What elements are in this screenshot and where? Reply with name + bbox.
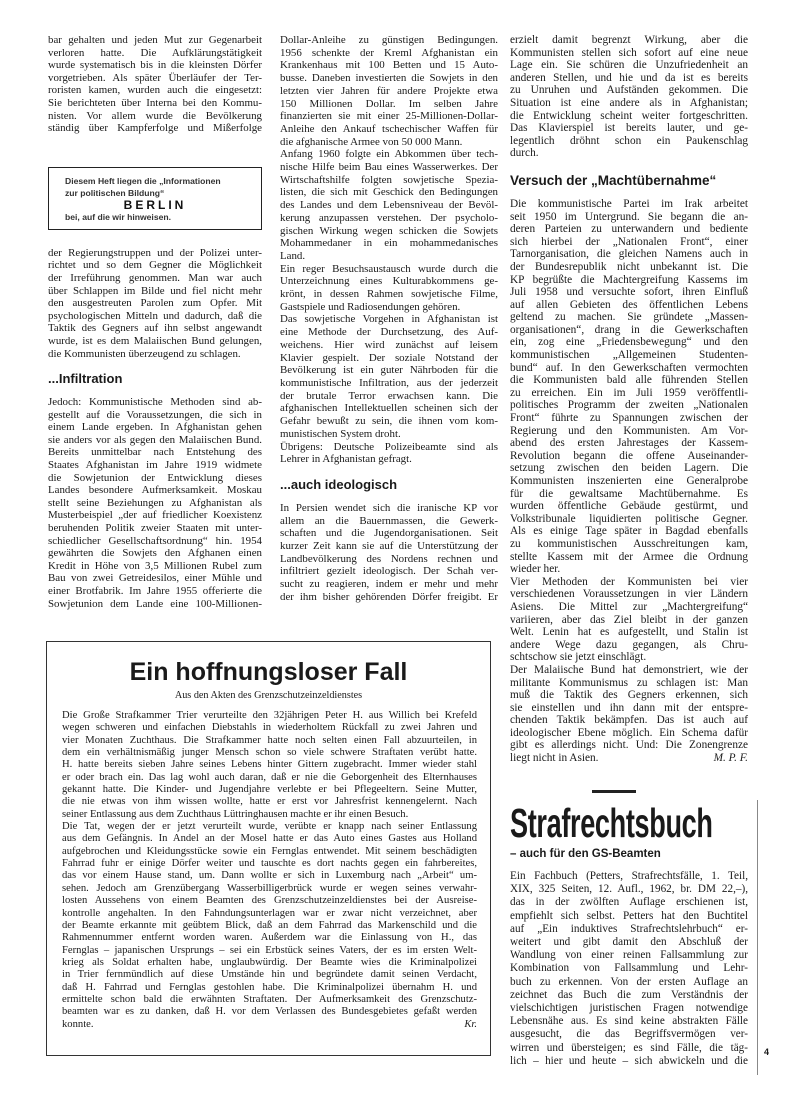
text-line: H. hatte bereits sieben Jahre seines Lebens hinter Gittern zugebracht. Immer wieder stahl (62, 759, 477, 771)
text-line: auf allen Gebieten des öffentlichen Lebens (510, 298, 748, 311)
article-body (510, 870, 748, 1068)
page-number: 4 (764, 1047, 770, 1057)
paragraph (510, 198, 748, 576)
text-line: roristen kamen, wurden auch die eingesetzt: (48, 84, 262, 97)
text-line: wurde systematisch bis in die kleinsten Dörfer (48, 59, 262, 72)
text-line: Die Große Strafkammer Trier verurteilte den 32jährigen Peter H. aus Willich bei Krefeld (62, 710, 477, 721)
supplement-notice-box (48, 167, 262, 230)
text-line: Anleihe den Ankauf tschechischer Waffen für (280, 122, 498, 135)
text-line: andere Wege dazu gegangen, als Chru- (510, 638, 748, 651)
text-line: dem ein verhältnismäßig junger Mensch schon so viele schwere Straftaten verübt hatte. (62, 747, 477, 759)
text-line: durch. (510, 147, 539, 160)
text-line: der Beamte erkannte mit geübtem Blick, daß an dem Fahrrad das Markenschild und die (62, 919, 477, 931)
text-line: anderen Stellen, und hie und da ist es bereits (510, 71, 748, 84)
text-line: vier Monaten Zuchthaus. Die Strafkammer hatte noch selten einen Fall abzuurteilen, in (62, 734, 477, 746)
text-line: In Persien wendet sich die iranische KP vor (280, 501, 498, 514)
text-line: der Regierungstruppen und der Polizei unter- (48, 246, 262, 259)
text-line: allem an die Bauernmassen, die Gewerk- (280, 514, 498, 527)
text-line: Landes besondere Aufmerksamkeit. Moskau (48, 484, 262, 497)
text-line: chenden Taktik bekämpfen. Das ist auch auf (510, 714, 748, 727)
text-line: politisches Programm der zweiten „Nationalen (510, 399, 748, 412)
text-line: Situation ist eine andere als in Afghanistan; (510, 96, 748, 109)
text-line: Fahrrad fuhr er einige Dörfer weiter und tauschte es dort nachts gegen ein fahrbereites, (62, 858, 477, 870)
text-line: Gastspiele und Radiosendungen gehören. (280, 300, 461, 313)
article-box-hoffnungsloser-fall (46, 641, 491, 1056)
text-line: ein, zog eine „Friedensbewegung“ und den (510, 336, 748, 349)
text-line: Tarnorganisation, die gleichen Namens auch in (510, 248, 748, 261)
text-line: Kombination von Fallsammlung und Lehr- (510, 962, 748, 975)
article-title: Strafrechtsbuch (510, 800, 713, 846)
text-line: psychologischen Mitteln und dadurch, daß die (48, 309, 262, 322)
notice-line: zur politischen Bildung“ (65, 187, 165, 198)
text-line: Als es einige Tage später in Bagdad ebenfalls (510, 525, 748, 538)
text-line: Land. (280, 249, 306, 262)
text-line: organisationen“, drang in die Gewerkschaften (510, 323, 748, 336)
text-line: stellte Kassem mit der Armee die Ordnung (510, 550, 748, 563)
text-line: Jedoch: Kommunistische Methoden sind ab- (48, 396, 262, 409)
column-1 (48, 34, 262, 610)
notice-line: bei, auf die wir hinweisen. (65, 211, 172, 222)
text-line: sucht zu reagieren, indem er mehr und mehr (280, 578, 498, 591)
text-line: krönt, in dessen Rahmen sowjetische Filme, (280, 288, 498, 301)
paragraph (280, 441, 498, 466)
text-line: die Entwicklung scheint weiter fortgeschritten. (510, 109, 748, 122)
text-line: beamten war es zu danken, daß H. vor dem Verlassen des Bundesgebietes gefaßt werden (62, 1006, 477, 1018)
text-line: letzten vier Jahren für andere Projekte etwa (280, 84, 498, 97)
paragraph (510, 576, 748, 664)
text-line: muß die Taktik des Gegners erkennen, sich (510, 689, 748, 702)
text-line: legentlich dröhnt schon ein Paukenschlag (510, 134, 748, 147)
text-line: Die kommunistische Partei im Irak arbeitet (510, 197, 748, 210)
text-line: weitert und gibt damit den Abschluß der (510, 936, 748, 949)
paragraph (510, 34, 748, 160)
text-line: abend des ersten Jahrestages der Kassem- (510, 437, 748, 450)
text-line: gekannt hatte. Die Kinder- und Jugendjahre verlebte er bei Pflegeeltern. Seine Mutter, (62, 784, 477, 796)
text-line: gestellt auf die Voraussetzungen, die sich in (48, 408, 262, 421)
text-line: der Bundesrepublik nicht unbekannt ist. Die (510, 260, 748, 273)
notice-line: Diesem Heft liegen die „Informationen (65, 175, 221, 186)
text-line: wurde, ist es dem Malaiischen Bund gelungen, (48, 334, 262, 347)
text-line: Die Tat, wegen der er jetzt verurteilt wurde, verübte er knapp nach seiner Entlassung (62, 821, 477, 833)
text-line: Gefahr bewußt zu sein, die ihnen vom kom- (280, 415, 498, 428)
text-line: sehen. Jedoch am Grenzübergang Wasserbilligerbrück wurde er wegen seines verwahr- (62, 882, 477, 894)
text-line: verloren hatte. Die Aufklärungstätigkeit (48, 46, 262, 59)
text-line: kurzer Zeit kann sie auf die Unterstützung der (280, 540, 498, 553)
text-line: Sowjetunion dem Lande eine 100-Millionen- (48, 597, 262, 610)
text-line: Kommunisten stellen sich sofort auf eine neue (510, 46, 748, 59)
text-line: schiedlicher Gesellschaftsordnung“ hin. 1954 (48, 534, 262, 547)
text-line: schtschow sie jetzt einschlägt. (510, 651, 647, 664)
text-line: die Kommunisten bald alle führenden Stellen (510, 374, 748, 387)
section-heading-machtuebernahme: Versuch der „Machtübernahme“ (510, 172, 717, 188)
text-line: deren Parteien zu unterwandern und bediente (510, 223, 748, 236)
text-line: Welt. Lenin hat es aufgestellt, und Stalin ist (510, 626, 748, 639)
paragraph (510, 870, 748, 1068)
text-line: busse. Daneben investierten die Sowjets in den (280, 72, 498, 85)
text-line: Bevölkerung ist ein guter Nährboden für die (280, 364, 498, 377)
text-line: konnte. (62, 1018, 94, 1030)
text-line: Taktik des Gegners auf ihn selbst angewandt (48, 322, 262, 335)
text-line: zu kommunistischen Ausschreitungen kam, (510, 537, 748, 550)
text-line: erzielt damit begrenzt Wirkung, aber die (510, 34, 748, 46)
text-line: Dollar-Anleihe zu günstigen Bedingungen. (280, 34, 498, 46)
author-signature: M. P. F. (713, 752, 748, 765)
column-2 (280, 34, 498, 604)
text-line: Regierung und den Kommunisten. Am Vor- (510, 424, 748, 437)
text-line: sie anders vor als gegen den Malaiischen Bund. (48, 433, 262, 446)
text-line: nisten. Vor allem wurde die Bevölkerung (48, 109, 262, 122)
paragraph (48, 396, 262, 610)
text-line: Ein Fachbuch (Petters, Strafrechtsfälle, 1. Teil, (510, 870, 748, 882)
text-line: der brutale Terror erwachsen kann. Die (280, 389, 498, 402)
text-line: ausgesucht, die das Begriffsvermögen ver- (510, 1028, 748, 1041)
text-line: ermittelte schon bald die erwähnten Straftaten. Der Aufmerksamkeit des Grenzschutz- (62, 993, 477, 1005)
text-line: verschiedenen Voraussetzungen in vier Ländern (510, 588, 748, 601)
text-line: das vor einem Hause stand, um. Dann wollte er sich in Luxemburg nach „Arbeit“ um- (62, 870, 477, 882)
text-line: Krankenhaus mit 100 Betten und 15 Auto- (280, 59, 498, 72)
text-line: wegen schweren und einfachen Diebstahls in wiederholtem Rückfall zu zwei Jahren und (62, 722, 477, 734)
text-line: richtet und so dem Gegner die Möglichkeit (48, 259, 262, 272)
notice-city: BERLIN (123, 197, 187, 212)
text-line: sich hierbei der „Nationalen Front“, einer (510, 235, 748, 248)
paragraph (280, 313, 498, 440)
article-subtitle: – auch für den GS-Beamten (510, 848, 661, 860)
text-line: 150 Millionen Dollar. Im selben Jahre (280, 97, 498, 110)
decorative-rule (592, 790, 636, 793)
text-line: Lehrer in Afghanistan gefragt. (280, 453, 412, 466)
author-signature: Kr. (464, 1018, 477, 1030)
text-line: Landbevölkerung des Nordens rechnen und (280, 552, 498, 565)
text-line: Anfang 1960 folgte ein Abkommen über tech- (280, 148, 498, 161)
text-line: krieg als Soldat erhalten habe, unglaubwürdig. Der Beamte wies die Kriminalpolizei (62, 956, 477, 968)
text-line: Juli 1958 und versuchte sofort, ihren Einfluß (510, 286, 748, 299)
text-line: das in der zwölften Auflage erschienen ist, (510, 896, 748, 909)
paragraph (48, 34, 262, 135)
text-line: schaften und die Jugendorganisationen. Seit (280, 527, 498, 540)
text-line: gischen Wirkung wegen schicken die Sowjets (280, 224, 498, 237)
text-line: weichens. Hier wird zunächst auf leisem (280, 338, 498, 351)
text-line: die nie etwas von ihm wissen wollte, hatte er erst vor Jahresfrist kennengelernt. Nach (62, 796, 477, 808)
text-line: seit 1950 im Untergrund. Sie begann die an- (510, 210, 748, 223)
section-heading-infiltration: ...Infiltration (48, 371, 123, 387)
paragraph (280, 148, 498, 262)
text-line: wirren und übersteigen; es sind Fälle, die täg- (510, 1041, 748, 1054)
text-line: ideologischer Ebene möglich. Ein Schema dafür (510, 726, 748, 739)
text-line: kommunistischen „Allgemeinen Studenten- (510, 349, 748, 362)
text-line: buch zu erkennen. Von der ersten Auflage an (510, 975, 748, 988)
paragraph (280, 263, 498, 314)
paragraph (280, 502, 498, 604)
paragraph (510, 664, 748, 765)
text-line: wurden öffentliche Gebäude gestürmt, und (510, 500, 748, 513)
text-line: ständig über Kampferfolge und Mißerfolge (48, 122, 262, 135)
text-line: gibt es allerdings nicht. Und: Die Zonengrenze (510, 739, 748, 752)
text-line: einem Lande ergeben. In Afghanistan gehen (48, 421, 262, 434)
text-line: losten Aussehens von einem Beamten des Grenzschutzeinzeldienstes bei der Ausreise- (62, 895, 477, 907)
text-line: Der Malaiische Bund hat demonstriert, wie der (510, 663, 748, 676)
text-line: Lebensnähe aus. Es sind keine abstrakten Fälle (510, 1015, 748, 1028)
border-line (757, 800, 758, 1075)
text-line: auf „Ein induktives Strafrechtslehrbuch“ er- (510, 922, 748, 935)
text-line: eine Methode der Durchsetzung, des Auf- (280, 326, 498, 339)
text-line: Sie berichteten über Interna bei den Kommu- (48, 96, 262, 109)
text-line: Rahmennummer entfernt worden waren. Außerdem war die Einlassung von H., das (62, 932, 477, 944)
text-line: Bau von zwei Getreidesilos, einer Mühle und (48, 572, 262, 585)
text-line: Front“ führte zu Spannungen zwischen der (510, 412, 748, 425)
text-line: er oder brach ein. Das lag wohl auch daran, daß er nie die Geborgenheit des Elternhauses (62, 771, 477, 783)
text-line: die Kommunisten überzeugend zu schlagen. (48, 347, 241, 360)
text-line: Wandlung von einer reinen Fallsammlung zur (510, 949, 748, 962)
text-line: sie einstellen und ihn dann mit der entspre- (510, 701, 748, 714)
text-line: daß H. Fahrrad und Fernglas gestohlen habe. Die Kriminalpolizei übernahm H. und (62, 981, 477, 993)
text-line: finanzierten sie mit einer 25-Millionen-Dollar- (280, 110, 498, 123)
text-line: Ein reger Besuchsaustausch wurde durch die (280, 262, 498, 275)
text-line: Mohammedaner in ein mohammedanisches (280, 237, 498, 250)
text-line: die Sowjetunion der Entwicklung dieses (48, 471, 262, 484)
text-line: variieren, aber das Ziel bleibt in der ganzen (510, 613, 748, 626)
text-line: liegt nicht in Asien. (510, 752, 599, 765)
article-title: Ein hoffnungsloser Fall (129, 658, 408, 686)
text-line: Staates Afghanistan im Jahre 1919 widmete (48, 459, 262, 472)
text-line: aus dem Gefängnis. In Andel an der Mosel hatte er das Auto eines Gastes aus Holland (62, 833, 477, 845)
text-line: der Irreführung genommen. Man war auch (48, 271, 262, 284)
text-line: seiner Entlassung aus dem Zuchthaus Lüttringhausen machte er ihr einen Besuch. (62, 808, 409, 820)
text-line: für die gewaltsame Machtübernahme. Es (510, 487, 748, 500)
text-line: kommunistische Infiltration, aus der jederzeit (280, 376, 498, 389)
column-3 (510, 34, 748, 765)
text-line: zu Unruhen und Aufständen gekommen. Die (510, 84, 748, 97)
text-line: nische Hilfe beim Bau eines Wasserwerkes. Der (280, 161, 498, 174)
article-strafrechtsbuch (510, 790, 758, 1075)
paragraph (48, 247, 262, 360)
text-line: infiltriert gezielt ideologisch. Der Schah ver- (280, 565, 498, 578)
text-line: Musterbeispiel „der auf friedlicher Koexistenz (48, 509, 262, 522)
text-line: Volkstribunale liquidierten politische Gegner. (510, 512, 748, 525)
text-line: vorgetrieben. Als später Überläufer der Ter- (48, 71, 262, 84)
text-line: die afghanische Armee von 50 000 Mann. (280, 135, 463, 148)
text-line: den ausgestreuten Parolen zum Opfer. Mit (48, 297, 262, 310)
text-line: zu erreichen. Ein im Juli 1959 veröffentli- (510, 386, 748, 399)
text-line: Bereits unmittelbar nach Entstehung des (48, 446, 262, 459)
section-heading-ideologisch: ...auch ideologisch (280, 476, 398, 492)
text-line: Asiens. Die Mittel zur „Machtergreifung“ (510, 600, 748, 613)
text-line: Vier Methoden der Kommunisten bei vier (510, 575, 748, 588)
text-line: in Trier fernmündlich auf diese Umstände hin und begründete damit seinen Verdacht, (62, 969, 477, 981)
text-line: XIX, 325 Seiten, 12. Aufl., 1962, br. DM 22,–), (510, 883, 748, 896)
text-line: Wirtschaftshilfe folgten sowjetische Spezia- (280, 173, 498, 186)
text-line: Unterzeichnung eines Kulturabkommens ge- (280, 275, 498, 288)
paragraph (62, 821, 477, 1031)
text-line: Klavier gespielt. Der soziale Notstand der (280, 351, 498, 364)
text-line: geltend zu machen. Sie gründete „Massen- (510, 311, 748, 324)
text-line: afghanischen Intellektuellen scheinen sich der (280, 402, 498, 415)
paragraph (62, 710, 477, 821)
text-line: zeichnet das Buch die zum Verständnis der (510, 988, 748, 1001)
text-line: wieder her. (510, 563, 561, 576)
text-line: stellt seine Beziehungen zu Afghanistan als (48, 496, 262, 509)
text-line: Lage ein. Sie schüren die Unzufriedenheit an (510, 59, 748, 72)
text-line: der ihm bisher gehörenden Dörfer freigibt. Er (280, 590, 498, 603)
text-line: KP begrüßte die Machtergreifung Kassems im (510, 273, 748, 286)
text-line: Kommunisten inszenierten eine Generalprobe (510, 475, 748, 487)
text-line: über Schlappen im Bilde und fiel nicht mehr (48, 284, 262, 297)
text-line: munistischen System droht. (280, 427, 401, 440)
text-line: Übrigens: Deutsche Polizeibeamte sind als (280, 440, 498, 453)
text-line: bund“ auf. In den Gewerkschaften vermochten (510, 361, 748, 374)
text-line: kontrolle angehalten. In den Fahndungsunterlagen war er zwar nicht verzeichnet, aber (62, 907, 477, 919)
text-line: bar gehalten und jeden Mut zur Gegenarbeit (48, 34, 262, 46)
text-line: gewährten die Sowjets den Afghanen einen (48, 547, 262, 560)
text-line: beruhenden Politik zweier Staaten mit unter- (48, 522, 262, 535)
article-body (62, 710, 477, 1031)
article-subtitle: Aus den Akten des Grenzschutzeinzeldienstes (174, 690, 363, 701)
text-line: empfiehlt sich selbst. Petters hat den Buchtitel (510, 909, 748, 922)
paragraph (280, 34, 498, 148)
text-line: kerung anzupassen verstehen. Der psycholo- (280, 211, 498, 224)
text-line: Fernglas – japanischen Ursprungs – sei ein Erbstück seines Vaters, der es im ersten Welt- (62, 944, 477, 956)
text-line: militante Kommunismus zu schlagen ist: Man (510, 676, 748, 689)
text-line: 1956 schenkte der Kreml Afghanistan ein (280, 46, 498, 59)
text-line: Das sowjetische Vorgehen in Afghanistan ist (280, 313, 498, 326)
text-line: listen, die sich mit Geschick den Bedingungen (280, 186, 498, 199)
text-line: vielschichtigen juristischen Fragen notwendige (510, 1002, 748, 1015)
text-line: Das Klavierspiel ist bereits lauter, und ge- (510, 122, 748, 135)
text-line: einer Brotfabrik. Im Jahre 1955 offerierte die (48, 585, 262, 597)
text-line: lich – hier und heute – sich abwickeln und die (510, 1054, 748, 1067)
text-line: Revolution begann die offene Auseinander- (510, 449, 748, 462)
text-line: Kredit in Höhe von 3,5 Millionen Rubel zum (48, 559, 262, 572)
text-line: aufgebrochen und Kleidungsstücke sowie ein Fernglas entwendet. Mit seinem beschädigten (62, 845, 477, 857)
text-line: des Landes und dem Lebensniveau der Bevöl- (280, 199, 498, 212)
text-line: setzung zwischen den beiden Lagern. Die (510, 462, 748, 475)
